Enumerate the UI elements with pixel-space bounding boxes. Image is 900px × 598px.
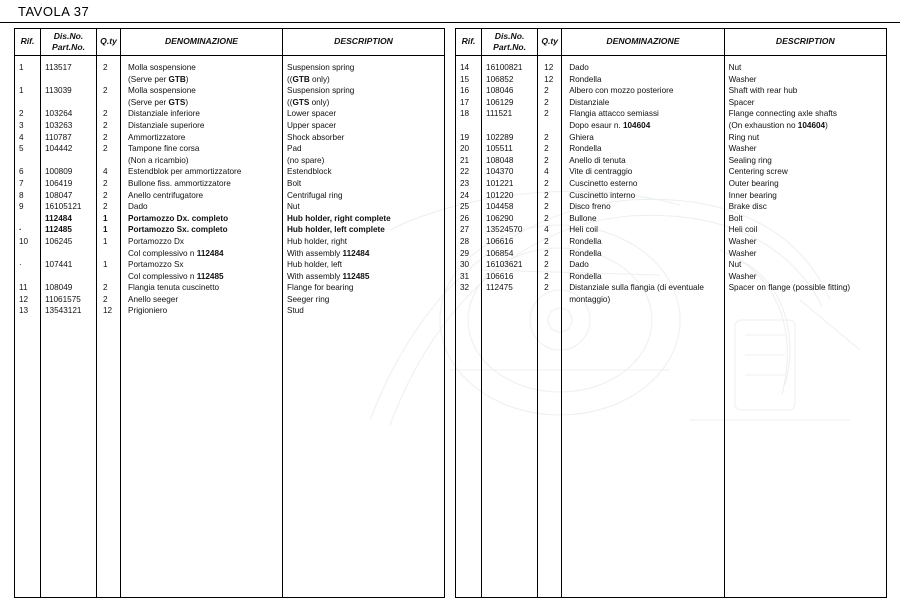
table-cell: 1 bbox=[103, 236, 108, 246]
table-cell: 14 bbox=[460, 63, 470, 72]
table-cell: Shaft with rear hub bbox=[728, 86, 798, 96]
table-cell: 2 bbox=[19, 109, 24, 119]
table-cell: Estendblock bbox=[287, 167, 332, 177]
table-cell: Estendblok per ammortizzatore bbox=[128, 167, 242, 177]
table-cell: 8 bbox=[19, 190, 24, 200]
table-cell: ((GTS only) bbox=[287, 97, 330, 107]
table-cell: · bbox=[19, 260, 22, 270]
header-rif: Rif. bbox=[456, 29, 482, 56]
column-part-no-left bbox=[41, 56, 96, 317]
table-cell: 2 bbox=[544, 109, 549, 119]
table-cell: Ammortizzatore bbox=[128, 132, 186, 142]
table-cell: 32 bbox=[460, 283, 470, 293]
table-cell: 106616 bbox=[486, 236, 514, 246]
table-cell: Washer bbox=[728, 236, 757, 246]
table-cell: Portamozzo Dx. completo bbox=[128, 213, 229, 223]
table-cell: Centrifugal ring bbox=[287, 190, 343, 200]
table-cell: 104458 bbox=[486, 202, 514, 212]
table-cell: 2 bbox=[103, 120, 108, 130]
table-cell: 2 bbox=[544, 213, 549, 223]
column-part-no-right bbox=[482, 56, 537, 305]
table-cell: Rondella bbox=[569, 74, 602, 84]
header-part-no-line2: Part.No. bbox=[493, 42, 527, 52]
table-cell: 2 bbox=[544, 202, 549, 212]
table-cell: Suspension spring bbox=[287, 63, 355, 72]
table-cell bbox=[41, 155, 96, 167]
table-cell: 7 bbox=[19, 178, 24, 188]
table-cell: 12 bbox=[103, 306, 113, 316]
table-cell: 1 bbox=[103, 213, 108, 223]
table-cell: 101220 bbox=[486, 190, 514, 200]
table-cell: montaggio) bbox=[569, 294, 611, 304]
table-cell: Spacer bbox=[728, 97, 755, 107]
table-cell: Flange for bearing bbox=[287, 283, 354, 293]
table-cell: Bullone fiss. ammortizzatore bbox=[128, 178, 231, 188]
column-description-left bbox=[283, 56, 444, 317]
table-cell bbox=[41, 248, 96, 260]
header-description: DESCRIPTION bbox=[724, 29, 886, 56]
table-cell bbox=[456, 120, 481, 132]
column-rif-left bbox=[15, 56, 40, 317]
column-denominazione-right bbox=[562, 56, 723, 305]
table-cell: Flangia tenuta cuscinetto bbox=[128, 283, 220, 293]
table-cell: Brake disc bbox=[728, 202, 767, 212]
table-cell: 2 bbox=[544, 86, 549, 96]
table-cell: 2 bbox=[544, 97, 549, 107]
table-cell: With assembly 112484 bbox=[287, 248, 370, 258]
table-cell: 16105121 bbox=[45, 202, 82, 212]
table-cell: Hub holder, right complete bbox=[287, 213, 391, 223]
table-cell: 4 bbox=[544, 225, 549, 235]
table-cell: 24 bbox=[460, 190, 470, 200]
table-cell: 2 bbox=[103, 109, 108, 119]
table-cell: Bullone bbox=[569, 213, 597, 223]
table-cell bbox=[15, 155, 40, 167]
table-cell: 19 bbox=[460, 132, 470, 142]
table-cell: 106290 bbox=[486, 213, 514, 223]
table-cell: Rondella bbox=[569, 248, 602, 258]
table-cell: 23 bbox=[460, 178, 470, 188]
table-cell: Suspension spring bbox=[287, 86, 355, 96]
table-cell: Disco freno bbox=[569, 202, 611, 212]
page-title: TAVOLA 37 bbox=[18, 4, 90, 19]
table-cell: Hub holder, left bbox=[287, 260, 343, 270]
table-cell: 2 bbox=[544, 236, 549, 246]
table-cell: Stud bbox=[287, 306, 304, 316]
table-cell: 106245 bbox=[45, 236, 73, 246]
table-cell: 21 bbox=[460, 155, 470, 165]
table-cell bbox=[15, 74, 40, 86]
table-cell: Washer bbox=[728, 74, 757, 84]
table-cell bbox=[41, 97, 96, 109]
table-cell bbox=[97, 97, 120, 109]
table-cell: 2 bbox=[544, 271, 549, 281]
table-cell: Anello centrifugatore bbox=[128, 190, 204, 200]
table-cell: 106129 bbox=[486, 97, 514, 107]
table-cell: Hub holder, right bbox=[287, 236, 348, 246]
table-cell: Nut bbox=[287, 202, 300, 212]
header-part-no-line1: Dis.No. bbox=[494, 30, 525, 41]
table-cell: (On exhaustion no 104604) bbox=[728, 120, 828, 130]
table-cell: Washer bbox=[728, 248, 757, 258]
table-cell: Col complessivo n 112485 bbox=[128, 271, 224, 281]
column-qty-left bbox=[97, 56, 120, 317]
table-cell bbox=[456, 294, 481, 306]
table-cell: Upper spacer bbox=[287, 120, 337, 130]
table-cell: 2 bbox=[103, 294, 108, 304]
table-cell: 11061575 bbox=[45, 294, 81, 304]
table-cell: Hub holder, left complete bbox=[287, 225, 385, 235]
column-description-right bbox=[725, 56, 886, 305]
table-cell: Dado bbox=[569, 63, 589, 72]
table-cell bbox=[41, 74, 96, 86]
table-cell bbox=[15, 248, 40, 260]
table-cell bbox=[97, 248, 120, 260]
table-cell: 31 bbox=[460, 271, 470, 281]
table-cell: Flangia attacco semiassi bbox=[569, 109, 659, 119]
header-description: DESCRIPTION bbox=[283, 29, 445, 56]
table-cell: 18 bbox=[460, 109, 470, 119]
table-cell: Col complessivo n 112484 bbox=[128, 248, 224, 258]
table-cell: 3 bbox=[19, 120, 24, 130]
table-cell: 112475 bbox=[486, 283, 513, 293]
table-cell: 12 bbox=[544, 74, 554, 84]
table-cell: Distanziale superiore bbox=[128, 120, 205, 130]
table-cell bbox=[482, 294, 537, 306]
table-cell: 4 bbox=[544, 167, 549, 177]
table-cell: Pad bbox=[287, 144, 302, 154]
table-cell: 1 bbox=[19, 86, 24, 96]
table-cell: Rondella bbox=[569, 236, 602, 246]
table-cell: Shock absorber bbox=[287, 132, 345, 142]
table-cell: Cuscinetto esterno bbox=[569, 178, 638, 188]
table-cell: Prigioniero bbox=[128, 306, 168, 316]
table-cell bbox=[41, 271, 96, 283]
table-cell: 104442 bbox=[45, 144, 73, 154]
table-cell: (Serve per GTS) bbox=[128, 97, 189, 107]
table-cell: 2 bbox=[103, 144, 108, 154]
table-cell: 6 bbox=[19, 167, 24, 177]
table-cell: Portamozzo Dx bbox=[128, 236, 184, 246]
table-cell: 5 bbox=[19, 144, 24, 154]
table-body-left bbox=[15, 56, 445, 598]
table-cell: 13 bbox=[19, 306, 29, 316]
table-header-row-left bbox=[15, 29, 445, 56]
table-cell: 111521 bbox=[486, 109, 513, 119]
table-cell: 105511 bbox=[486, 144, 513, 154]
table-cell: 4 bbox=[103, 167, 108, 177]
table-cell: 112485 bbox=[45, 225, 72, 235]
table-cell: 22 bbox=[460, 167, 470, 177]
table-cell: Centering screw bbox=[728, 167, 788, 177]
table-cell: 28 bbox=[460, 236, 470, 246]
header-qty: Q.ty bbox=[538, 29, 562, 56]
table-cell: Bolt bbox=[287, 178, 302, 188]
table-cell: 106854 bbox=[486, 248, 514, 258]
table-cell: 113517 bbox=[45, 63, 72, 72]
column-rif-right bbox=[456, 56, 481, 305]
table-cell: Sealing ring bbox=[728, 155, 772, 165]
table-cell: 16103621 bbox=[486, 260, 523, 270]
table-cell: 17 bbox=[460, 97, 470, 107]
table-cell: Portamozzo Sx bbox=[128, 260, 184, 270]
table-cell: 1 bbox=[19, 63, 24, 72]
table-cell: Tampone fine corsa bbox=[128, 144, 200, 154]
table-body-right bbox=[456, 56, 887, 598]
table-cell: 2 bbox=[103, 283, 108, 293]
parts-table-right bbox=[455, 28, 887, 598]
table-cell: 2 bbox=[544, 190, 549, 200]
header-part-no-line2: Part.No. bbox=[52, 42, 85, 52]
column-denominazione-left bbox=[121, 56, 282, 317]
table-cell: (Non a ricambio) bbox=[128, 155, 189, 165]
table-cell: Albero con mozzo posteriore bbox=[569, 86, 674, 96]
table-cell: Nut bbox=[728, 260, 742, 270]
header-part-no bbox=[41, 29, 97, 56]
table-cell: 27 bbox=[460, 225, 470, 235]
table-cell: 20 bbox=[460, 144, 470, 154]
table-cell bbox=[97, 74, 120, 86]
table-cell: Molla sospensione bbox=[128, 63, 196, 72]
table-cell: 107441 bbox=[45, 260, 73, 270]
table-cell: Seeger ring bbox=[287, 294, 330, 304]
table-cell: Flange connecting axle shafts bbox=[728, 109, 837, 119]
table-cell: ((GTB only) bbox=[287, 74, 330, 84]
table-cell: 113039 bbox=[45, 86, 72, 96]
table-cell: 2 bbox=[103, 132, 108, 142]
table-cell: Portamozzo Sx. completo bbox=[128, 225, 228, 235]
table-cell: 2 bbox=[544, 260, 549, 270]
table-cell: 10 bbox=[19, 236, 29, 246]
table-cell: 106419 bbox=[45, 178, 73, 188]
table-cell: Dado bbox=[128, 202, 148, 212]
table-cell: 2 bbox=[103, 190, 108, 200]
table-cell: 2 bbox=[544, 248, 549, 258]
table-cell: 2 bbox=[544, 155, 549, 165]
table-cell: Rondella bbox=[569, 271, 602, 281]
table-cell bbox=[15, 271, 40, 283]
table-cell: 108047 bbox=[45, 190, 73, 200]
table-cell bbox=[538, 294, 561, 306]
table-cell: Lower spacer bbox=[287, 109, 337, 119]
table-cell: Distanziale inferiore bbox=[128, 109, 200, 119]
table-cell: 26 bbox=[460, 213, 470, 223]
table-cell: Distanziale bbox=[569, 97, 610, 107]
table-cell: Inner bearing bbox=[728, 190, 777, 200]
table-cell: 4 bbox=[19, 132, 24, 142]
table-cell bbox=[15, 213, 40, 225]
table-cell: Ghiera bbox=[569, 132, 594, 142]
table-cell: 2 bbox=[103, 86, 108, 96]
column-qty-right bbox=[538, 56, 561, 305]
table-cell: 2 bbox=[103, 63, 108, 72]
table-cell: 100809 bbox=[45, 167, 73, 177]
table-cell: 16 bbox=[460, 86, 470, 96]
table-cell: 1 bbox=[103, 260, 108, 270]
title-divider bbox=[0, 22, 900, 23]
table-cell: 1 bbox=[103, 225, 108, 235]
table-cell: Cuscinetto interno bbox=[569, 190, 636, 200]
table-cell: 103263 bbox=[45, 120, 73, 130]
table-cell: 2 bbox=[544, 132, 549, 142]
table-cell: With assembly 112485 bbox=[287, 271, 370, 281]
table-cell: 12 bbox=[19, 294, 29, 304]
table-cell: · bbox=[19, 225, 22, 235]
table-cell: Anello di tenuta bbox=[569, 155, 626, 165]
table-cell bbox=[97, 271, 120, 283]
table-cell: Ring nut bbox=[728, 132, 760, 142]
table-cell: 110787 bbox=[45, 132, 72, 142]
parts-table-left bbox=[14, 28, 444, 598]
table-header-row-right bbox=[456, 29, 887, 56]
table-cell: Bolt bbox=[728, 213, 743, 223]
table-cell: 112484 bbox=[45, 213, 72, 223]
header-qty: Q.ty bbox=[97, 29, 121, 56]
table-cell: 15 bbox=[460, 74, 470, 84]
table-cell: Washer bbox=[728, 271, 757, 281]
table-cell: Outer bearing bbox=[728, 178, 779, 188]
table-cell: 11 bbox=[19, 283, 28, 293]
table-cell: 2 bbox=[544, 283, 549, 293]
table-cell: Anello seeger bbox=[128, 294, 179, 304]
table-cell: 104370 bbox=[486, 167, 514, 177]
header-part-no-line1: Dis.No. bbox=[53, 30, 84, 41]
table-cell: Distanziale sulla flangia (di eventuale bbox=[569, 283, 704, 293]
table-cell: 106616 bbox=[486, 271, 514, 281]
table-cell: 30 bbox=[460, 260, 470, 270]
header-denominazione: DENOMINAZIONE bbox=[562, 29, 724, 56]
table-cell: Molla sospensione bbox=[128, 86, 196, 96]
table-cell bbox=[15, 97, 40, 109]
table-cell: 13543121 bbox=[45, 306, 82, 316]
table-cell: 13524570 bbox=[486, 225, 523, 235]
table-cell: 2 bbox=[544, 178, 549, 188]
table-cell: Vite di centraggio bbox=[569, 167, 633, 177]
table-cell bbox=[97, 155, 120, 167]
header-denominazione: DENOMINAZIONE bbox=[121, 29, 283, 56]
table-cell: 2 bbox=[103, 202, 108, 212]
table-cell bbox=[725, 294, 886, 306]
table-cell: (no spare) bbox=[287, 155, 325, 165]
table-cell: 102289 bbox=[486, 132, 514, 142]
table-cell: 108049 bbox=[45, 283, 73, 293]
table-cell bbox=[482, 120, 537, 132]
table-cell: 16100821 bbox=[486, 63, 523, 72]
table-cell: 29 bbox=[460, 248, 470, 258]
table-cell: 108046 bbox=[486, 86, 514, 96]
table-cell: Heli coil bbox=[728, 225, 758, 235]
table-cell: Rondella bbox=[569, 144, 602, 154]
table-cell: Dado bbox=[569, 260, 589, 270]
table-cell: 103264 bbox=[45, 109, 73, 119]
header-rif: Rif. bbox=[15, 29, 41, 56]
table-cell: 2 bbox=[103, 178, 108, 188]
table-cell: 106852 bbox=[486, 74, 514, 84]
table-cell: Nut bbox=[728, 63, 742, 72]
table-cell: 12 bbox=[544, 63, 554, 72]
table-cell: Heli coil bbox=[569, 225, 598, 235]
table-cell: 9 bbox=[19, 202, 24, 212]
table-cell: Dopo esaur n. 104604 bbox=[569, 120, 651, 130]
table-cell: Washer bbox=[728, 144, 757, 154]
table-cell bbox=[538, 120, 561, 132]
header-part-no bbox=[482, 29, 538, 56]
table-cell: 2 bbox=[544, 144, 549, 154]
table-cell: 101221 bbox=[486, 178, 514, 188]
table-cell: Spacer on flange (possible fitting) bbox=[728, 283, 851, 293]
table-cell: 25 bbox=[460, 202, 470, 212]
table-cell: (Serve per GTB) bbox=[128, 74, 189, 84]
table-cell: 108048 bbox=[486, 155, 514, 165]
